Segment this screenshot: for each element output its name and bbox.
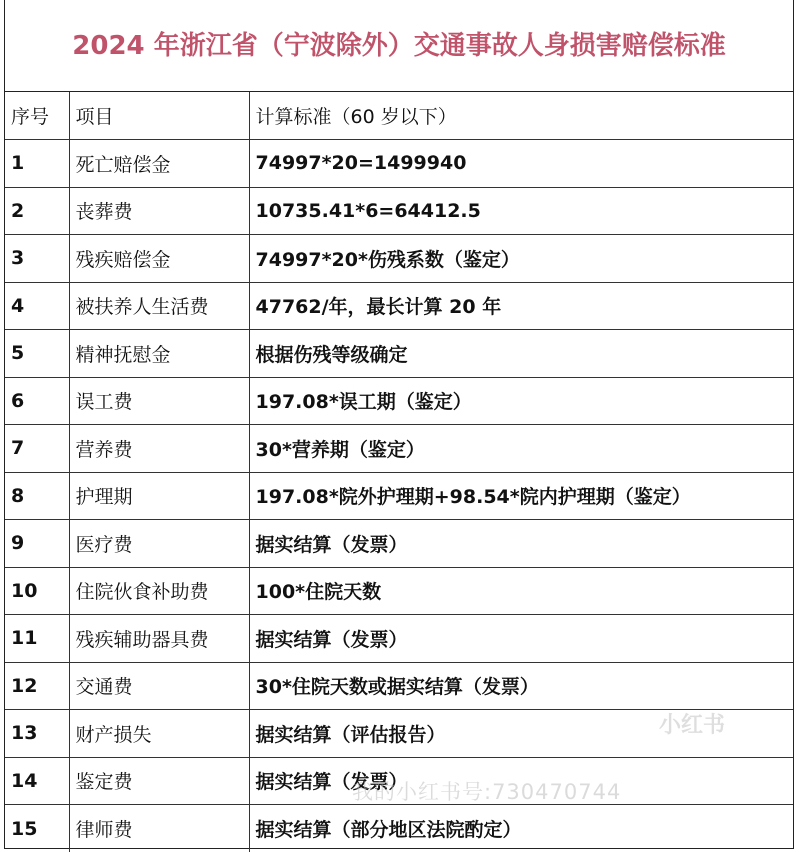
row-item: 丧葬费 [69, 187, 249, 235]
table-row [5, 567, 793, 615]
row-standard: 197.08*误工期（鉴定） [249, 377, 793, 425]
row-standard: 197.08*院外护理期+98.54*院内护理期（鉴定） [249, 472, 793, 520]
table-body [5, 92, 793, 852]
table-row [5, 140, 793, 188]
table-row [5, 615, 793, 663]
table-row [5, 282, 793, 330]
row-item: 律师费 [69, 805, 249, 852]
row-item: 营养费 [69, 425, 249, 473]
row-item: 死亡赔偿金 [69, 140, 249, 188]
row-item: 误工费 [69, 377, 249, 425]
row-index: 5 [5, 330, 69, 378]
row-index: 13 [5, 710, 69, 758]
row-standard: 74997*20*伤残系数（鉴定） [249, 235, 793, 283]
row-item: 住院伙食补助费 [69, 567, 249, 615]
header-index: 序号 [5, 92, 69, 140]
row-item: 鉴定费 [69, 757, 249, 805]
table-row [5, 757, 793, 805]
row-standard: 74997*20=1499940 [249, 140, 793, 188]
table-row [5, 425, 793, 473]
row-item: 残疾辅助器具费 [69, 615, 249, 663]
row-index: 9 [5, 520, 69, 568]
compensation-table-document [4, 0, 794, 849]
row-standard: 据实结算（发票） [249, 757, 793, 805]
row-standard: 据实结算（发票） [249, 615, 793, 663]
table-row [5, 187, 793, 235]
row-item: 被扶养人生活费 [69, 282, 249, 330]
row-item: 残疾赔偿金 [69, 235, 249, 283]
row-index: 2 [5, 187, 69, 235]
account-id-watermark: 我的小红书号:730470744 [352, 776, 621, 806]
header-item: 项目 [69, 92, 249, 140]
table-header-row [5, 92, 793, 140]
row-index: 3 [5, 235, 69, 283]
table-row [5, 805, 793, 852]
header-standard: 计算标准（60 岁以下） [249, 92, 793, 140]
row-item: 护理期 [69, 472, 249, 520]
table-row [5, 520, 793, 568]
row-standard: 100*住院天数 [249, 567, 793, 615]
row-index: 1 [5, 140, 69, 188]
document-title: 2024 年浙江省（宁波除外）交通事故人身损害赔偿标准 [5, 0, 793, 92]
row-index: 15 [5, 805, 69, 852]
row-standard: 10735.41*6=64412.5 [249, 187, 793, 235]
table-row [5, 710, 793, 758]
row-index: 7 [5, 425, 69, 473]
xiaohongshu-logo-watermark: 小红书 [632, 700, 752, 746]
row-index: 12 [5, 662, 69, 710]
row-index: 11 [5, 615, 69, 663]
row-index: 8 [5, 472, 69, 520]
table-row [5, 330, 793, 378]
table-row [5, 662, 793, 710]
table-row [5, 235, 793, 283]
row-standard: 根据伤残等级确定 [249, 330, 793, 378]
row-standard: 47762/年，最长计算 20 年 [249, 282, 793, 330]
row-item: 财产损失 [69, 710, 249, 758]
row-index: 14 [5, 757, 69, 805]
row-standard: 30*营养期（鉴定） [249, 425, 793, 473]
row-standard: 据实结算（发票） [249, 520, 793, 568]
row-index: 6 [5, 377, 69, 425]
table-row [5, 472, 793, 520]
row-item: 精神抚慰金 [69, 330, 249, 378]
row-standard: 30*住院天数或据实结算（发票） [249, 662, 793, 710]
row-standard: 据实结算（评估报告） [249, 710, 793, 758]
row-index: 4 [5, 282, 69, 330]
table-row [5, 377, 793, 425]
row-item: 医疗费 [69, 520, 249, 568]
compensation-table [5, 92, 793, 852]
row-item: 交通费 [69, 662, 249, 710]
row-index: 10 [5, 567, 69, 615]
row-standard: 据实结算（部分地区法院酌定） [249, 805, 793, 852]
